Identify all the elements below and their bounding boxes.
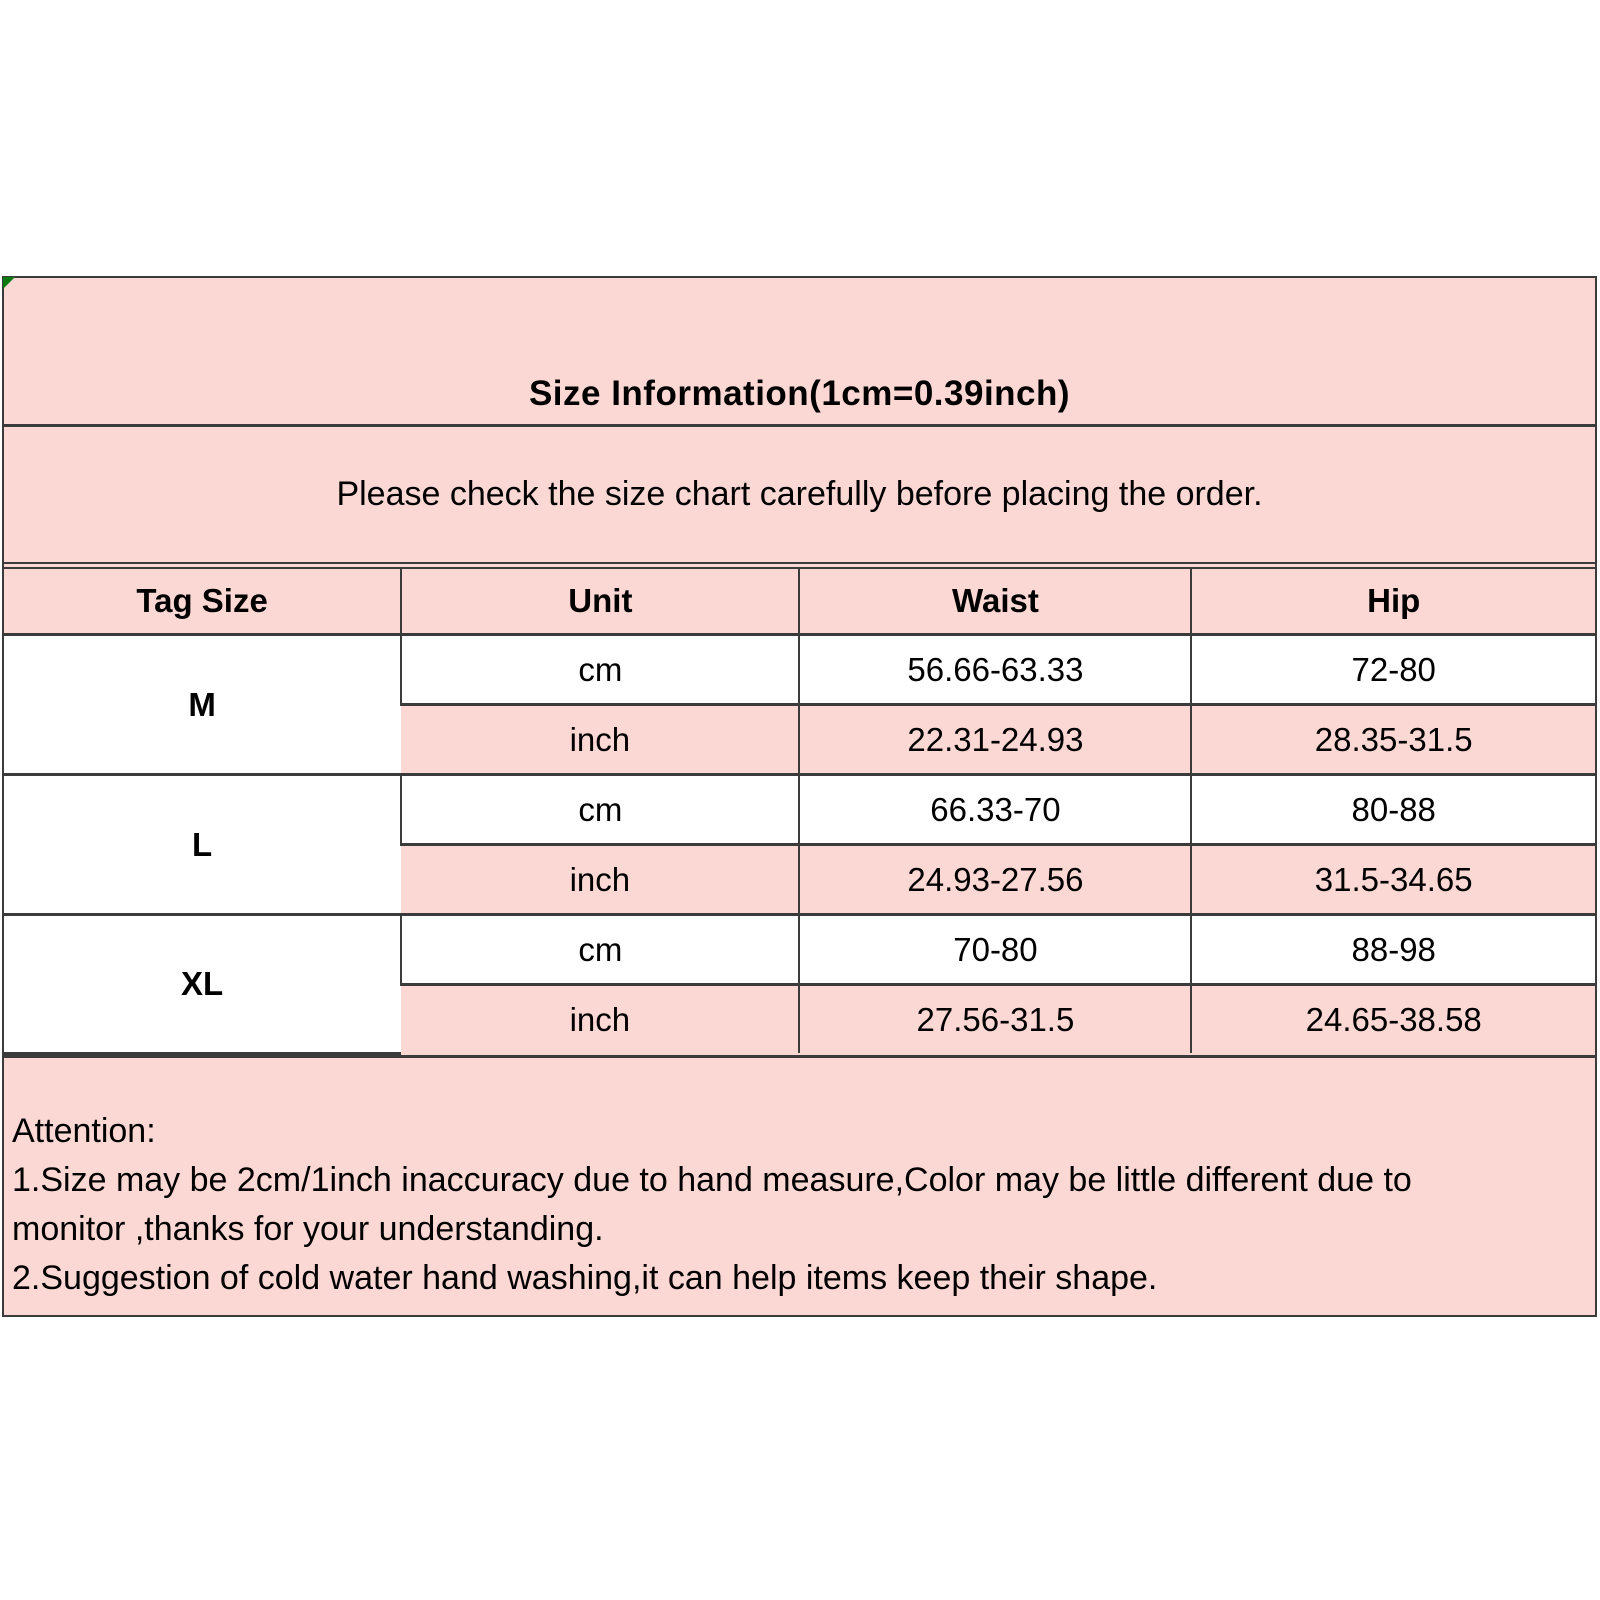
hip-cell: 72-80 [1191,635,1595,705]
attention-heading: Attention: [12,1112,156,1150]
table-row-l-cm [4,775,1595,845]
unit-cell: cm [401,635,799,705]
header-hip: Hip [1191,568,1595,635]
size-table-header [4,568,1595,635]
unit-cell: inch [401,705,799,775]
size-chart-panel [2,276,1597,1317]
hip-cell: 80-88 [1191,775,1595,845]
header-waist: Waist [799,568,1191,635]
header-row [4,568,1595,635]
unit-cell: inch [401,845,799,915]
size-table [4,567,1595,1055]
unit-cell: cm [401,775,799,845]
header-unit: Unit [401,568,799,635]
tag-size-l: L [4,775,401,915]
attention-line-2: monitor ,thanks for your understanding. [12,1210,604,1248]
hip-cell: 28.35-31.5 [1191,705,1595,775]
unit-cell: inch [401,985,799,1054]
hip-cell: 88-98 [1191,915,1595,985]
size-chart-notice: Please check the size chart carefully before placing the order. [4,427,1595,564]
hip-cell: 31.5-34.65 [1191,845,1595,915]
attention-section [4,1055,1595,1316]
waist-cell: 56.66-63.33 [799,635,1191,705]
table-row-xl-cm [4,915,1595,985]
header-tag-size: Tag Size [4,568,401,635]
waist-cell: 66.33-70 [799,775,1191,845]
size-table-body [4,635,1595,1054]
waist-cell: 27.56-31.5 [799,985,1191,1054]
size-information-title: Size Information(1cm=0.39inch) [4,278,1595,427]
attention-line-3: 2.Suggestion of cold water hand washing,it can help items keep their shape. [12,1259,1158,1297]
table-row-m-cm [4,635,1595,705]
waist-cell: 22.31-24.93 [799,705,1191,775]
tag-size-xl: XL [4,915,401,1054]
unit-cell: cm [401,915,799,985]
hip-cell: 24.65-38.58 [1191,985,1595,1054]
tag-size-m: M [4,635,401,775]
attention-line-1: 1.Size may be 2cm/1inch inaccuracy due to hand measure,Color may be little different due to [12,1161,1412,1199]
waist-cell: 70-80 [799,915,1191,985]
waist-cell: 24.93-27.56 [799,845,1191,915]
green-corner-marker-icon [3,277,15,289]
